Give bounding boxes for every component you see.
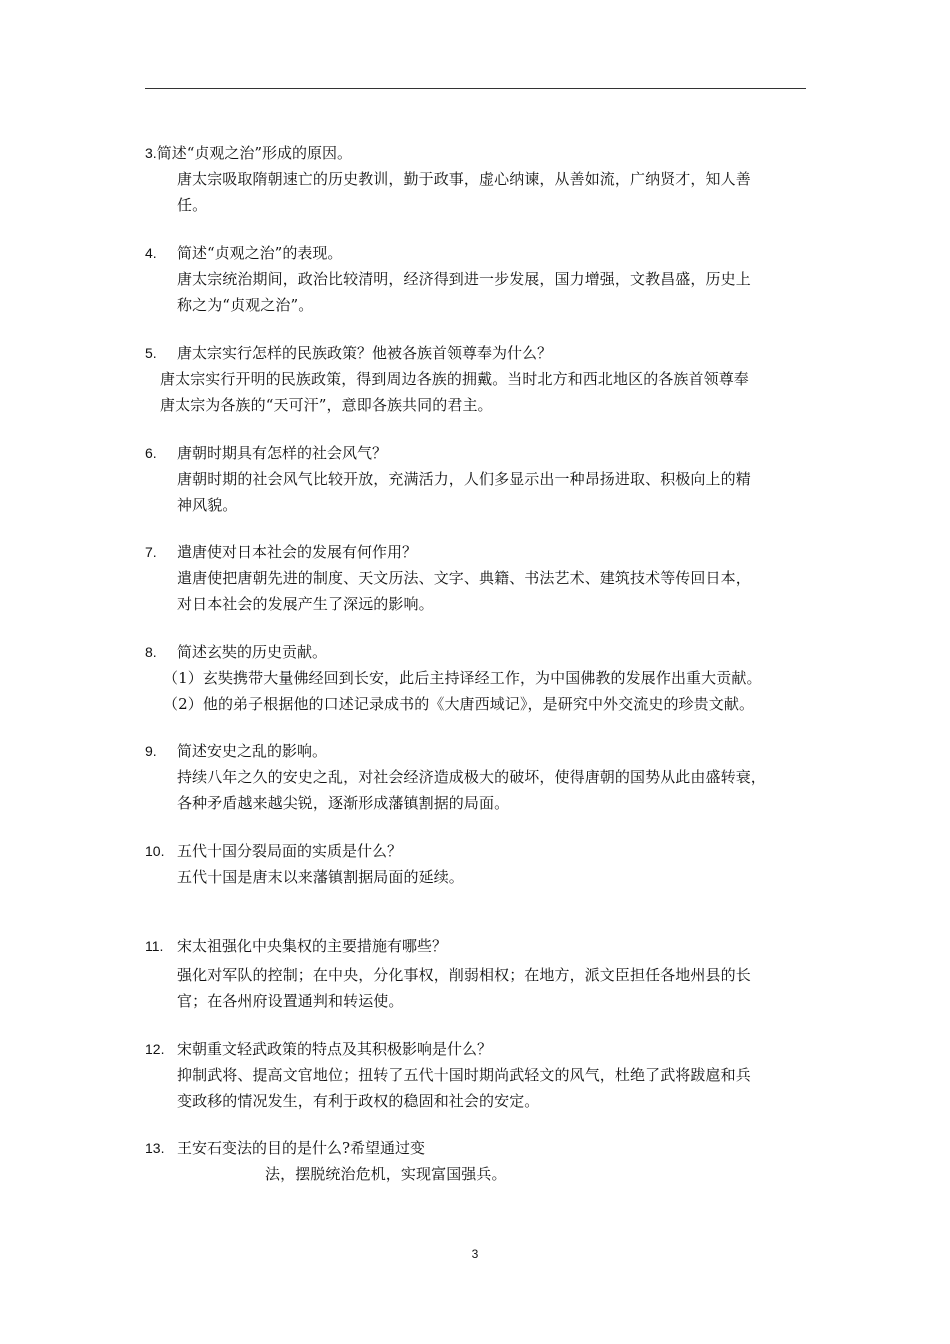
question-3	[145, 140, 352, 166]
question-number-8: 8.	[145, 644, 157, 660]
answer-4-line-1: 唐太宗统治期间，政治比较清明，经济得到进一步发展，国力增强，文教昌盛，历史上	[177, 270, 751, 288]
answer-9-line-1: 持续八年之久的安史之乱，对社会经济造成极大的破坏，使得唐朝的国势从此由盛转衰，	[177, 768, 766, 786]
question-4: 简述“贞观之治”的表现。	[177, 244, 343, 262]
question-5: 唐太宗实行怎样的民族政策？他被各族首领尊奉为什么？	[177, 344, 553, 362]
question-number-11: 11.	[145, 938, 164, 954]
answer-5-line-1: 唐太宗实行开明的民族政策，得到周边各族的拥戴。当时北方和西北地区的各族首领尊奉	[160, 370, 749, 388]
answer-8-line-2: （2）他的弟子根据他的口述记录成书的《大唐西域记》，是研究中外交流史的珍贵文献。	[163, 695, 755, 713]
answer-10-line-1: 五代十国是唐末以来藩镇割据局面的延续。	[177, 868, 464, 886]
answer-3-line-1: 唐太宗吸取隋朝速亡的历史教训，勤于政事，虚心纳谏，从善如流，广纳贤才，知人善	[177, 170, 751, 188]
question-number: 3.	[145, 145, 157, 161]
answer-13-line-1: 法，摆脱统治危机，实现富国强兵。	[265, 1165, 507, 1183]
page-number: 3	[471, 1247, 479, 1261]
question-number-5: 5.	[145, 345, 157, 361]
header-rule	[145, 88, 806, 89]
question-11: 宋太祖强化中央集权的主要措施有哪些？	[177, 937, 448, 955]
answer-5-line-2: 唐太宗为各族的“天可汗”，意即各族共同的君主。	[160, 396, 493, 414]
question-number-7: 7.	[145, 544, 157, 560]
answer-12-line-2: 变政移的情况发生，有利于政权的稳固和社会的安定。	[177, 1092, 540, 1110]
question-13: 王安石变法的目的是什么?希望通过变	[177, 1139, 426, 1157]
answer-6-line-2: 神风貌。	[177, 496, 238, 514]
answer-8-line-1: （1）玄奘携带大量佛经回到长安，此后主持译经工作，为中国佛教的发展作出重大贡献。	[163, 669, 762, 687]
question-text: 简述“贞观之治”形成的原因。	[156, 144, 353, 162]
question-number-13: 13.	[145, 1140, 165, 1156]
question-number-4: 4.	[145, 245, 157, 261]
question-8: 简述玄奘的历史贡献。	[177, 643, 328, 661]
answer-6-line-1: 唐朝时期的社会风气比较开放，充满活力，人们多显示出一种昂扬进取、积极向上的精	[177, 470, 751, 488]
answer-9-line-2: 各种矛盾越来越尖锐，逐渐形成藩镇割据的局面。	[177, 794, 510, 812]
answer-4-line-2: 称之为“贞观之治”。	[177, 296, 314, 314]
question-12: 宋朝重文轻武政策的特点及其积极影响是什么？	[177, 1040, 493, 1058]
answer-11-line-2: 官；在各州府设置通判和转运使。	[177, 992, 404, 1010]
answer-7-line-1: 遣唐使把唐朝先进的制度、天文历法、文字、典籍、书法艺术、建筑技术等传回日本，	[177, 569, 751, 587]
question-number-9: 9.	[145, 743, 157, 759]
question-number-6: 6.	[145, 445, 157, 461]
answer-7-line-2: 对日本社会的发展产生了深远的影响。	[177, 595, 434, 613]
answer-3-line-2: 任。	[177, 196, 208, 214]
answer-12-line-1: 抑制武将、提高文官地位；扭转了五代十国时期尚武轻文的风气，杜绝了武将跋扈和兵	[177, 1066, 751, 1084]
question-10: 五代十国分裂局面的实质是什么？	[177, 842, 403, 860]
question-6: 唐朝时期具有怎样的社会风气？	[177, 444, 388, 462]
question-7: 遣唐使对日本社会的发展有何作用？	[177, 543, 418, 561]
question-number-10: 10.	[145, 843, 165, 859]
question-number-12: 12.	[145, 1041, 165, 1057]
answer-11-line-1: 强化对军队的控制；在中央，分化事权，削弱相权；在地方，派文臣担任各地州县的长	[177, 966, 751, 984]
question-9: 简述安史之乱的影响。	[177, 742, 328, 760]
